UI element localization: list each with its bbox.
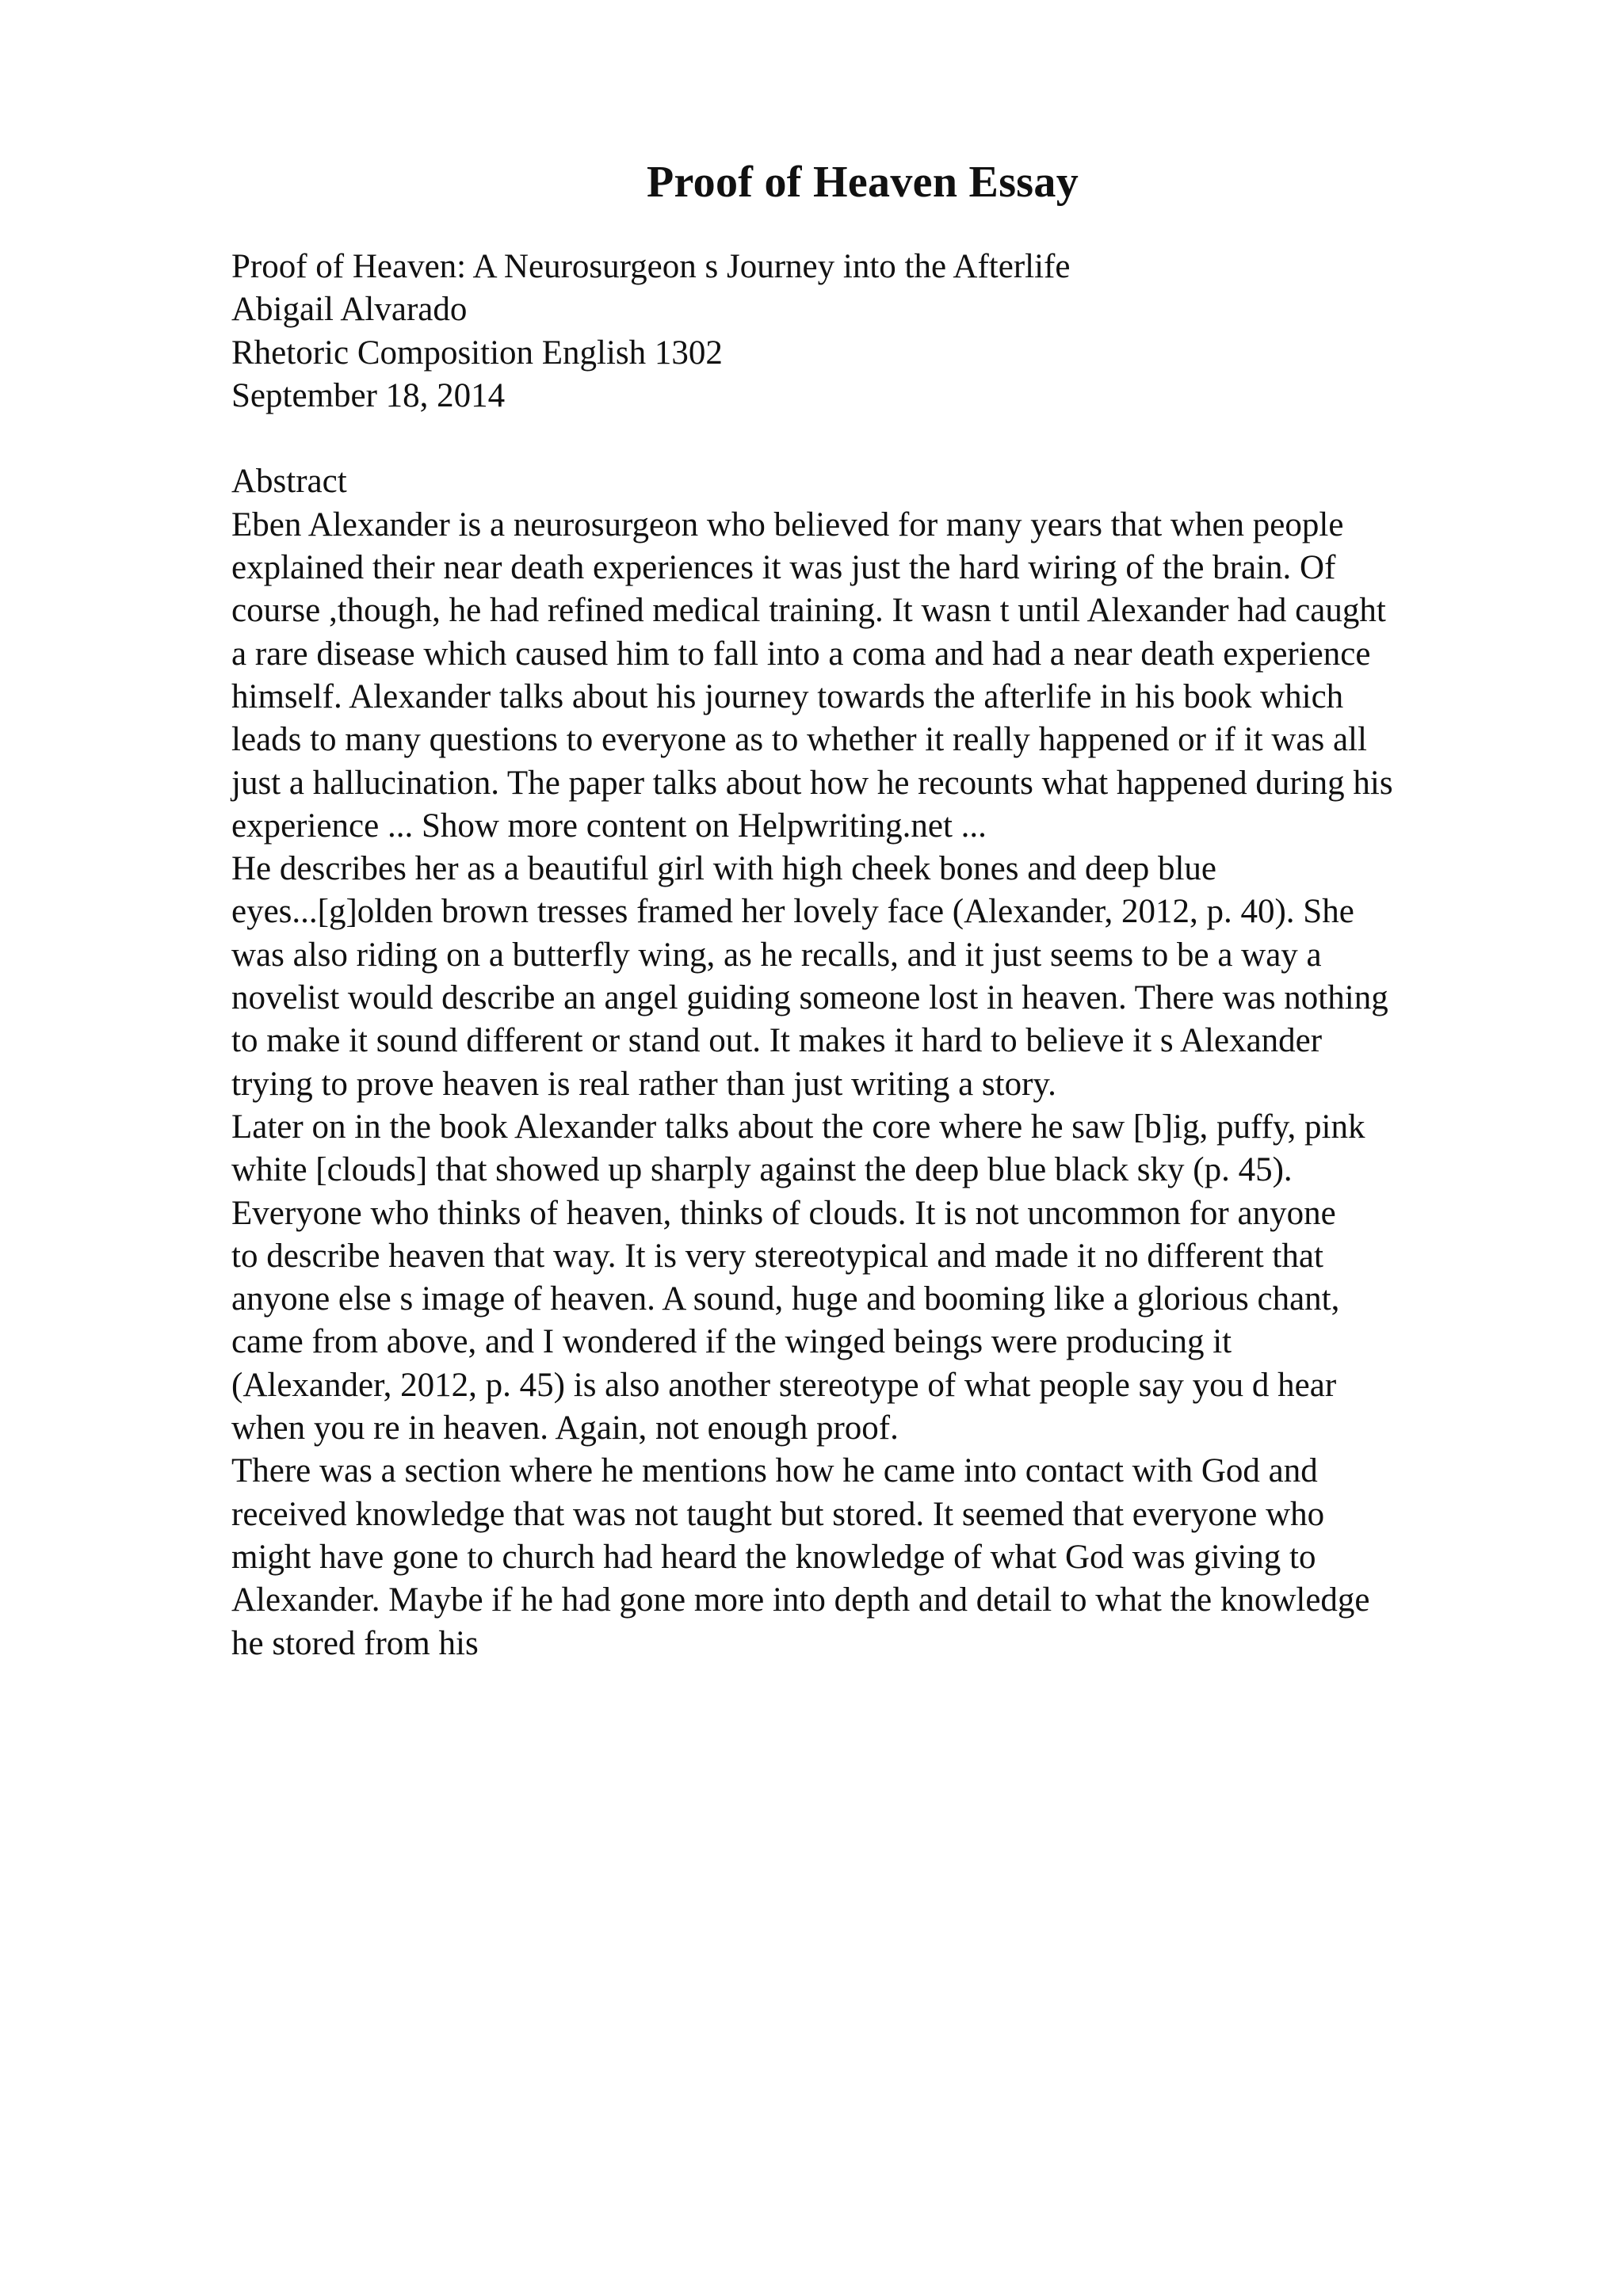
body-line: There was a section where he mentions how he came into contact with God and — [231, 1452, 1318, 1490]
body-line: (Alexander, 2012, p. 45) is also another stereotype of what people say you d hear — [231, 1366, 1337, 1404]
body-line: Eben Alexander is a neurosurgeon who believed for many years that when people — [231, 505, 1344, 543]
body-line: when you re in heaven. Again, not enough proof. — [231, 1409, 899, 1447]
body-line: a rare disease which caused him to fall into a coma and had a near death experience — [231, 635, 1371, 673]
body-line: himself. Alexander talks about his journey towards the afterlife in his book which — [231, 677, 1344, 715]
body-line: Later on in the book Alexander talks about the core where he saw [b]ig, puffy, pink — [231, 1108, 1365, 1146]
body-line: experience ... Show more content on Helpwriting.net ... — [231, 807, 987, 845]
body-line: course ,though, he had refined medical training. It wasn t until Alexander had caught — [231, 592, 1386, 630]
document-title: Proof of Heaven Essay — [647, 158, 1079, 207]
paragraph-gap — [231, 418, 1531, 460]
essay-subtitle: Proof of Heaven: A Neurosurgeon s Journey into the Afterlife — [231, 248, 1071, 285]
body-line: white [clouds] that showed up sharply against the deep blue black sky (p. 45). — [231, 1151, 1293, 1189]
essay-date: September 18, 2014 — [231, 376, 506, 414]
body-line: to make it sound different or stand out. It makes it hard to believe it s Alexander — [231, 1022, 1323, 1060]
body-line: Alexander. Maybe if he had gone more into depth and detail to what the knowledge — [231, 1581, 1370, 1619]
body-line: trying to prove heaven is real rather than just writing a story. — [231, 1065, 1056, 1103]
body-line: he stored from his — [231, 1624, 479, 1662]
body-line: Everyone who thinks of heaven, thinks of clouds. It is not uncommon for anyone — [231, 1194, 1336, 1232]
author-name: Abigail Alvarado — [231, 291, 468, 329]
body-line: explained their near death experiences it was just the hard wiring of the brain. Of — [231, 549, 1336, 587]
body-line: was also riding on a butterfly wing, as he recalls, and it just seems to be a way a — [231, 936, 1322, 974]
body-line: just a hallucination. The paper talks about how he recounts what happened during his — [231, 764, 1393, 802]
body-line: novelist would describe an angel guiding someone lost in heaven. There was nothing — [231, 979, 1388, 1017]
abstract-heading: Abstract — [231, 463, 347, 501]
document-body — [231, 246, 1531, 1665]
body-line: came from above, and I wondered if the winged beings were producing it — [231, 1323, 1232, 1361]
body-line: to describe heaven that way. It is very stereotypical and made it no different that — [231, 1237, 1323, 1275]
body-line: received knowledge that was not taught but stored. It seemed that everyone who — [231, 1495, 1325, 1533]
body-line: might have gone to church had heard the knowledge of what God was giving to — [231, 1538, 1316, 1576]
body-line: anyone else s image of heaven. A sound, huge and booming like a glorious chant, — [231, 1280, 1340, 1318]
course-name: Rhetoric Composition English 1302 — [231, 334, 723, 372]
body-line: He describes her as a beautiful girl with high cheek bones and deep blue — [231, 850, 1216, 888]
body-line: leads to many questions to everyone as to whether it really happened or if it was all — [231, 721, 1367, 759]
body-line: eyes...[g]olden brown tresses framed her lovely face (Alexander, 2012, p. 40). She — [231, 893, 1354, 931]
